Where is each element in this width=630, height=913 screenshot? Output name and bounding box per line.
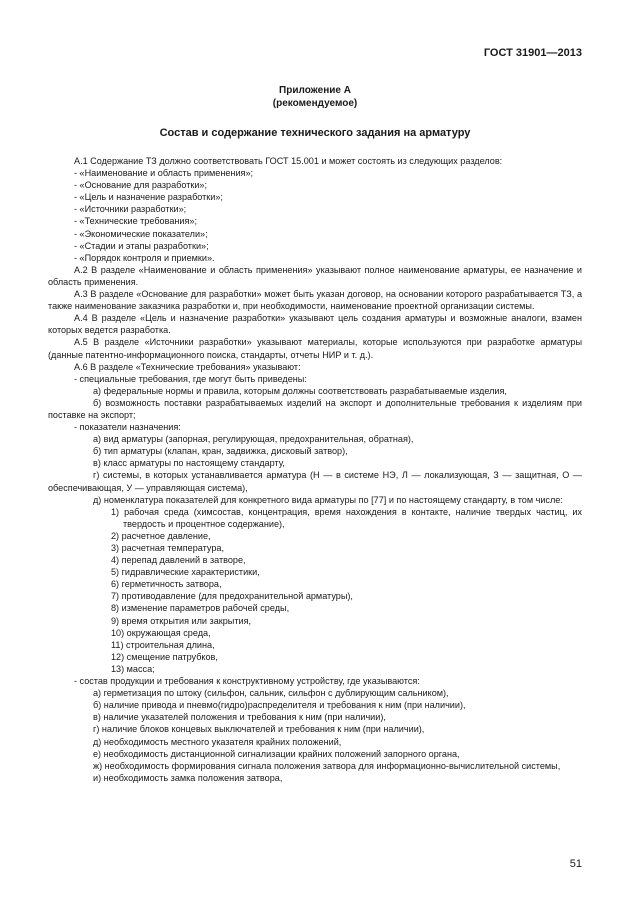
body-paragraph: и) необходимость замка положения затвора, (93, 772, 283, 783)
body-paragraph: - показатели назначения: (74, 422, 181, 433)
body-paragraph: 3) расчетная температура, (111, 543, 224, 553)
section-title: Состав и содержание технического задания на арматуру (159, 127, 471, 139)
appendix-heading (0, 84, 630, 110)
body-paragraph: - «Цель и назначение разработки»; (74, 192, 223, 203)
body-paragraph: г) системы, в которых устанавливается арматура (Н — в системе НЭ, Л — локализующая, З — защитная, О — обеспечивающая, У — управляющая система), (48, 470, 582, 493)
body-paragraph: - «Основание для разработки»; (74, 180, 208, 191)
body-paragraph: 2) расчетное давление, (111, 530, 211, 541)
body-paragraph: 7) противодавление (для предохранительной арматуры), (111, 591, 353, 602)
body-paragraph: е) необходимость дистанционной сигнализации крайних положений запорного органа, (93, 748, 460, 759)
body-paragraph: А.5 В разделе «Источники разработки» указывают материалы, которые используются при разработке арматуры (данные патентно-информационного поиска, стандарты, отчеты НИР и т. д.). (48, 337, 582, 360)
document-id-header: ГОСТ 31901—2013 (483, 47, 582, 59)
body-paragraph: А.6 В разделе «Технические требования» указывают: (74, 361, 301, 372)
body-paragraph: а) федеральные нормы и правила, которым должны соответствовать разрабатываемые изделия, (93, 385, 507, 396)
body-paragraph: А.3 В разделе «Основание для разработки» может быть указан договор, на основании которого разрабатывается ТЗ, а также наименование заказчика разработки и, при необходимости, наименование проектной организации системы. (48, 289, 582, 312)
body-paragraph: ж) необходимость формирования сигнала положения затвора для информационно-вычислительной системы, (93, 760, 561, 771)
body-paragraph: 4) перепад давлений в затворе, (111, 555, 246, 566)
body-paragraph: д) номенклатура показателей для конкретного вида арматуры по [77] и по настоящему стандарту, в том числе: (93, 494, 563, 505)
body-paragraph: А.4 В разделе «Цель и назначение разработки» указывают цель создания арматуры и возможные аналоги, взамен которых ведется разработка. (48, 313, 582, 336)
body-paragraph: - «Стадии и этапы разработки»; (74, 240, 209, 251)
body-paragraph: 5) гидравлические характеристики, (111, 567, 260, 578)
body-paragraph: - «Порядок контроля и приемки». (74, 252, 215, 263)
body-paragraph: - специальные требования, где могут быть приведены: (74, 373, 307, 384)
body-paragraph: А.2 В разделе «Наименование и область применения» указывают полное наименование арматуры, ее назначение и область применения. (48, 264, 582, 287)
body-paragraph: 6) герметичность затвора, (111, 579, 222, 590)
body-paragraph: 12) смещение патрубков, (111, 651, 218, 662)
body-paragraph: А.1 Содержание ТЗ должно соответствовать ГОСТ 15.001 и может состоять из следующих разделов: (74, 156, 503, 166)
body-text (48, 155, 582, 784)
body-paragraph: г) наличие блоков концевых выключателей и требования к ним (при наличии), (93, 724, 425, 735)
body-paragraph: 1) рабочая среда (химсостав, концентрация, время нахождения в контакте, наличие твердых частиц, их твердость и процентное содержание), (111, 506, 582, 529)
body-paragraph: б) наличие привода и пневмо(гидро)распределителя и требования к ним (при наличии), (93, 700, 466, 711)
body-paragraph: в) наличие указателей положения и требования к ним (при наличии), (93, 712, 386, 723)
body-paragraph: д) необходимость местного указателя крайних положений, (93, 736, 342, 747)
body-paragraph: - состав продукции и требования к конструктивному устройству, где указываются: (74, 676, 420, 687)
body-paragraph: - «Наименование и область применения»; (74, 168, 254, 179)
body-paragraph: - «Источники разработки»; (74, 204, 187, 215)
body-paragraph: 10) окружающая среда, (111, 627, 211, 638)
body-paragraph: б) возможность поставки разрабатываемых изделий на экспорт и дополнительные требования к изделиям при поставке на экспорт; (48, 397, 582, 420)
body-paragraph: а) герметизация по штоку (сильфон, сальник, сильфон с дублирующим сальником), (93, 688, 449, 699)
body-paragraph: 9) время открытия или закрытия, (111, 615, 252, 626)
body-paragraph: 11) строительная длина, (111, 639, 215, 650)
body-paragraph: - «Экономические показатели»; (74, 228, 208, 239)
body-paragraph: а) вид арматуры (запорная, регулирующая, предохранительная, обратная), (93, 434, 414, 445)
body-paragraph: - «Технические требования»; (74, 216, 197, 227)
body-paragraph: в) класс арматуры по настоящему стандарту, (93, 458, 285, 469)
body-paragraph: 8) изменение параметров рабочей среды, (111, 603, 290, 614)
body-paragraph: 13) масса; (111, 663, 155, 674)
appendix-label: Приложение А (279, 85, 351, 96)
body-paragraph: б) тип арматуры (клапан, кран, задвижка, дисковый затвор), (93, 446, 348, 457)
page-number: 51 (569, 858, 582, 870)
appendix-type: (рекомендуемое) (272, 98, 358, 109)
